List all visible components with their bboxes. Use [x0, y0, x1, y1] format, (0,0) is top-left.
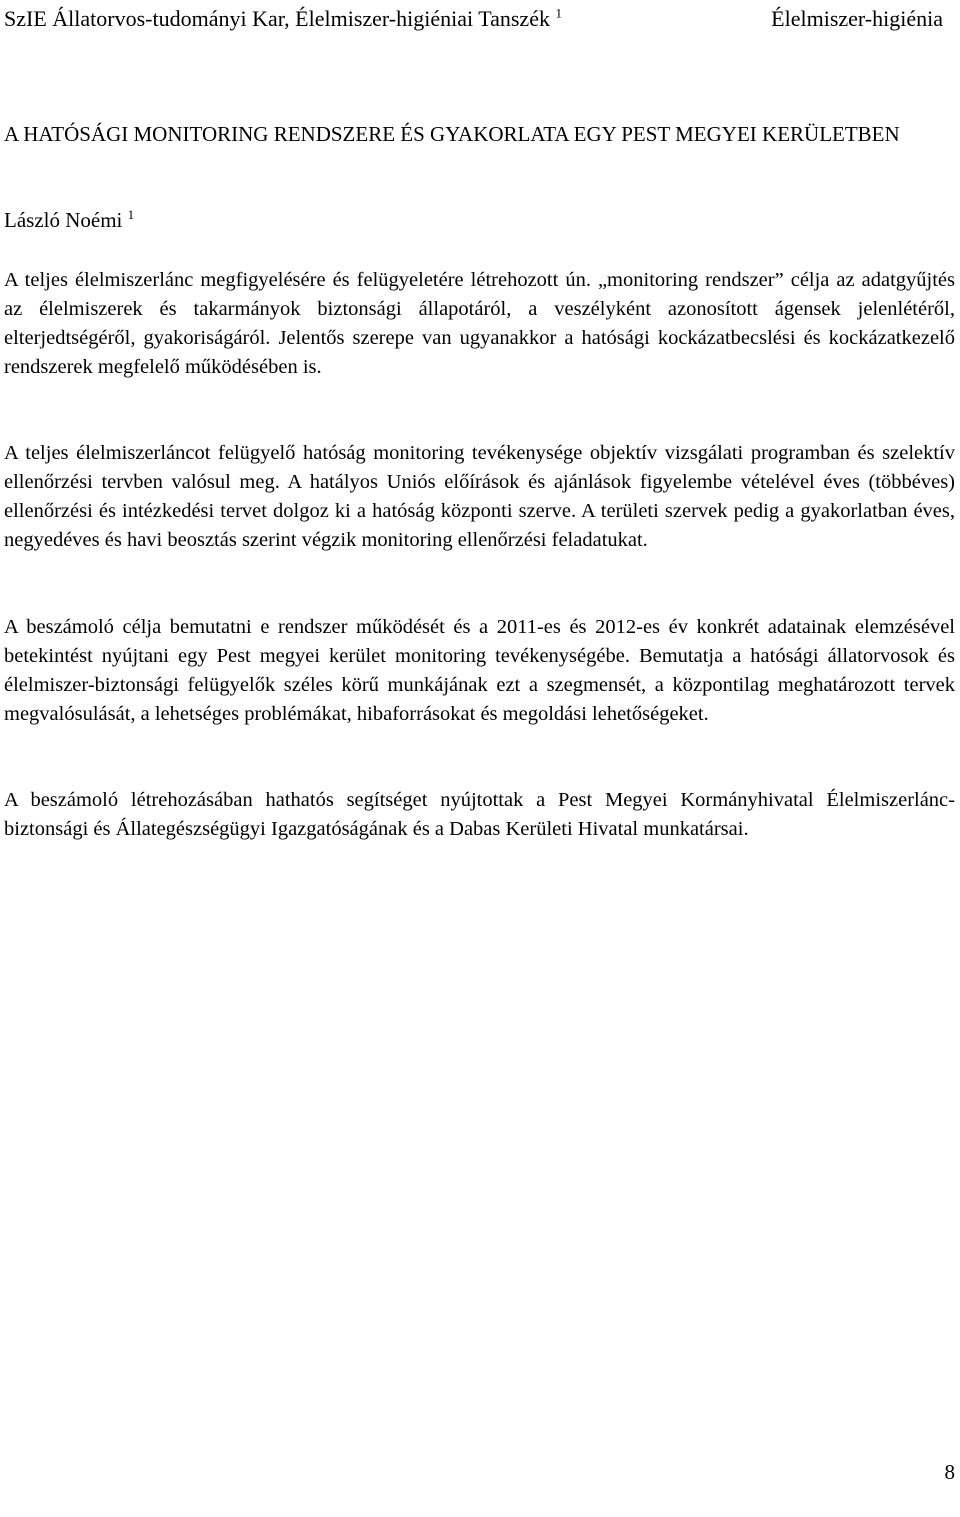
paragraph-acknowledgement: A beszámoló létrehozásában hathatós segítséget nyújtottak a Pest Megyei Kormányhivatal Élelmiszerlánc-biztonsági és Állategészségügyi Igazgatóságának és a Dabas Kerületi Hivatal munkatársai.	[4, 789, 955, 840]
paragraph-authority-programs: A teljes élelmiszerláncot felügyelő hatóság monitoring tevékenysége objektív vizsgálati programban és szelektív ellenőrzési tervben valósul meg. A hatályos Uniós előírások és ajánlások figyelembe vételével éves (többéves) ellenőrzési és intézkedési tervet dolgoz ki a hatóság központi szerve. A területi szervek pedig a gyakorlatban éves, negyedéves és havi beosztás szerint végzik monitoring ellenőrzési feladatukat.	[4, 442, 955, 551]
author-footnote-mark: 1	[127, 207, 135, 222]
header-footnote-mark: 1	[555, 5, 562, 21]
document-title: A HATÓSÁGI MONITORING RENDSZERE ÉS GYAKORLATA EGY PEST MEGYEI KERÜLETBEN	[4, 122, 900, 146]
page-number: 8	[944, 1460, 955, 1484]
header-institution-text: SzIE Állatorvos-tudományi Kar, Élelmiszer-higiéniai Tanszék	[4, 6, 550, 31]
header-subject: Élelmiszer-higiénia	[771, 6, 943, 31]
header-institution	[4, 4, 562, 34]
author-line	[4, 206, 134, 234]
author-name: László Noémi	[4, 208, 123, 232]
page-header	[4, 4, 943, 34]
paragraph-report-purpose: A beszámoló célja bemutatni e rendszer működését és a 2011-es és 2012-es év konkrét adatainak elemzésével betekintést nyújtani egy Pest megyei kerület monitoring tevékenységébe. Bemutatja a hatósági állatorvosok és élelmiszer-biztonsági felügyelők széles körű munkájának ezt a szegmensét, a központilag meghatározott tervek megvalósulását, a lehetséges problémákat, hibaforrásokat és megoldási lehetőségeket.	[4, 616, 955, 725]
paragraph-monitoring-definition: A teljes élelmiszerlánc megfigyelésére és felügyeletére létrehozott ún. „monitoring rendszer” célja az adatgyűjtés az élelmiszerek és takarmányok biztonsági állapotáról, a veszélyként azonosított ágensek jelenlétéről, elterjedtségéről, gyakoriságáról. Jelentős szerepe van ugyanakkor a hatósági kockázatbecslési és kockázatkezelő rendszerek megfelelő működésében is.	[4, 269, 955, 378]
